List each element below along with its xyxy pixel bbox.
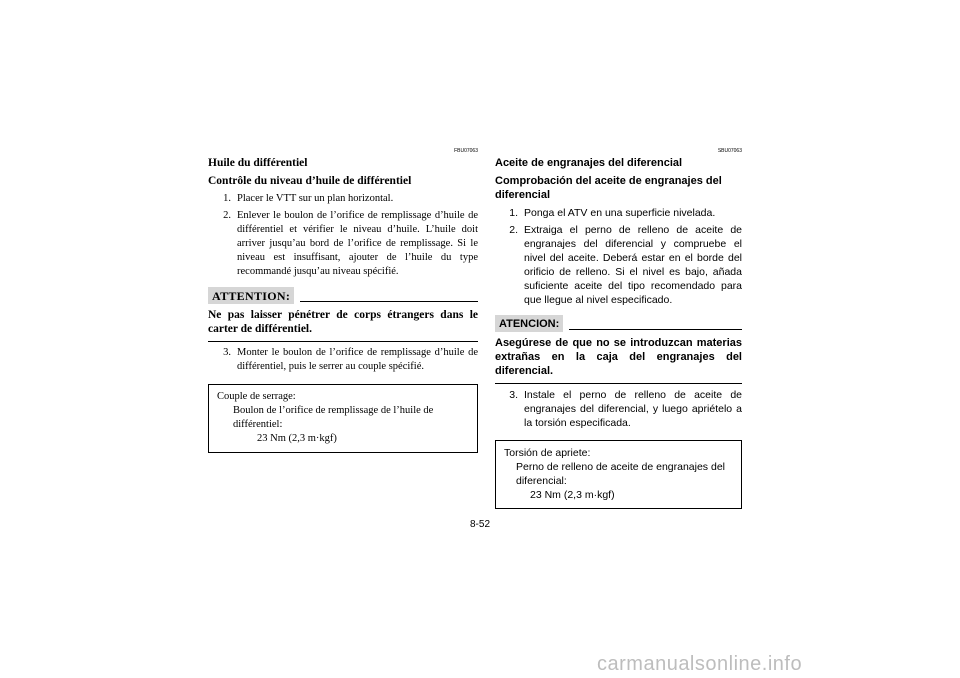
section-subtitle: Contrôle du niveau d’huile de différentiel bbox=[208, 175, 412, 187]
list-item bbox=[208, 346, 478, 374]
list-item bbox=[208, 209, 478, 279]
section-code: SBU07063 bbox=[717, 148, 742, 154]
spec-box bbox=[495, 440, 742, 509]
step-text: Enlever le boulon de l’orifice de remplissage d’huile de différentiel et vérifier le niveau d’huile. L’huile doit arriver jusqu’au bord de l’orifice de remplissage. Si le niveau est insuffisant, ajouter de l’huile du type recommandé jusqu’au niveau spécifié. bbox=[237, 210, 478, 277]
step-text: Extraiga el perno de relleno de aceite de engranajes del diferencial y compruebe el nivel del aceite. Deberá estar en el borde del orificio de relleno. Si el nivel es bajo, añada suficiente aceite del tipo recomendado para que llegue al nivel especificado. bbox=[524, 224, 742, 306]
step-number: 2. bbox=[509, 224, 518, 236]
spanish-column bbox=[495, 148, 742, 509]
steps-list-continued bbox=[495, 388, 742, 430]
section-subtitle: Comprobación del aceite de engranajes del diferencial bbox=[495, 175, 722, 201]
page-number: 8-52 bbox=[470, 519, 491, 530]
spec-value: 23 Nm (2,3 m·kgf) bbox=[530, 489, 615, 501]
list-item bbox=[495, 388, 742, 430]
caution-rule bbox=[300, 301, 478, 302]
step-number: 1. bbox=[509, 207, 518, 219]
spec-item: Boulon de l’orifice de remplissage de l’huile de différentiel: bbox=[233, 405, 434, 430]
french-column bbox=[208, 148, 478, 453]
caution-label: ATENCION: bbox=[495, 315, 563, 332]
watermark: carmanualsonline.info bbox=[597, 653, 803, 675]
list-item bbox=[495, 206, 742, 220]
steps-list bbox=[495, 206, 742, 307]
step-number: 1. bbox=[223, 193, 231, 204]
section-title: Aceite de engranajes del diferencial bbox=[495, 157, 683, 169]
step-text: Monter le boulon de l’orifice de remplissage d’huile de différentiel, puis le serrer au couple spécifié. bbox=[237, 347, 478, 372]
spec-title: Torsión de apriete: bbox=[504, 447, 591, 459]
step-number: 3. bbox=[509, 389, 518, 401]
steps-list bbox=[208, 192, 478, 279]
spec-item: Perno de relleno de aceite de engranajes del diferencial: bbox=[516, 461, 725, 487]
caution-header bbox=[208, 287, 478, 304]
step-number: 2. bbox=[223, 210, 231, 221]
spec-box bbox=[208, 384, 478, 453]
step-number: 3. bbox=[223, 347, 231, 358]
caution-text: Ne pas laisser pénétrer de corps étrangers dans le carter de différentiel. bbox=[208, 308, 478, 342]
list-item bbox=[208, 192, 478, 206]
list-item bbox=[495, 223, 742, 307]
spec-value: 23 Nm (2,3 m·kgf) bbox=[257, 433, 337, 444]
caution-rule bbox=[569, 329, 742, 330]
step-text: Instale el perno de relleno de aceite de engranajes del diferencial, y luego apriételo a la torsión especificada. bbox=[524, 389, 742, 429]
caution-label: ATTENTION: bbox=[208, 287, 294, 304]
section-code: FBU07063 bbox=[454, 148, 478, 154]
step-text: Ponga el ATV en una superficie nivelada. bbox=[524, 207, 716, 219]
section-title: Huile du différentiel bbox=[208, 157, 308, 169]
caution-text: Asegúrese de que no se introduzcan materias extrañas en la caja del engranajes del diferencial. bbox=[495, 336, 742, 384]
step-text: Placer le VTT sur un plan horizontal. bbox=[237, 193, 394, 204]
steps-list-continued bbox=[208, 346, 478, 374]
caution-header bbox=[495, 315, 742, 332]
spec-title: Couple de serrage: bbox=[217, 391, 296, 402]
